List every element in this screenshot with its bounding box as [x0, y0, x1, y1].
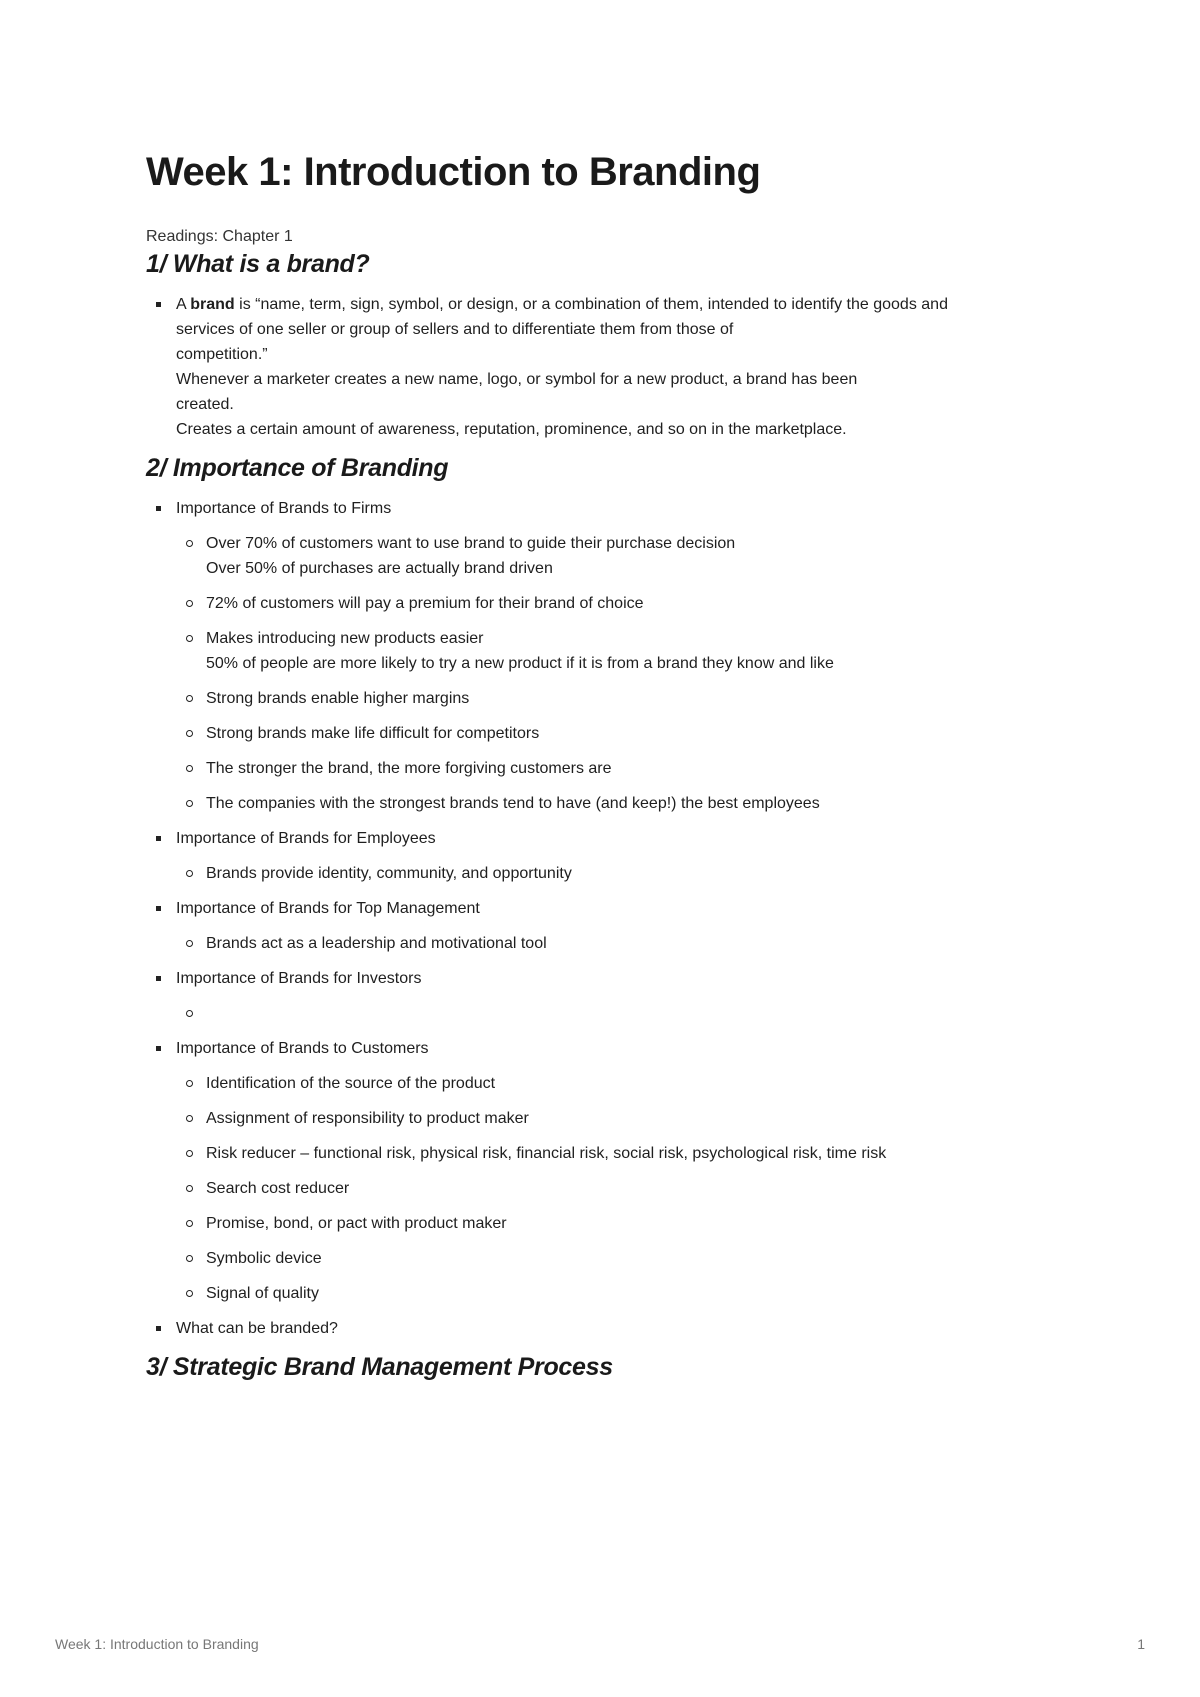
sublist-item-line: Makes introducing new products easier — [206, 630, 484, 647]
list-item-investors — [146, 966, 1076, 1026]
definition-line-3: competition.” — [176, 346, 268, 363]
page-content — [146, 148, 1076, 1383]
list-item-employees — [146, 826, 1076, 886]
sublist-item-line: 72% of customers will pay a premium for their brand of choice — [206, 595, 644, 612]
sublist-item: Brands provide identity, community, and opportunity — [176, 861, 1076, 886]
list-item-brand-definition — [146, 292, 1076, 442]
definition-line-2: services of one seller or group of sellers and to differentiate them from those of — [176, 321, 734, 338]
sublist-item-line: Over 70% of customers want to use brand to guide their purchase decision — [206, 535, 736, 552]
sublist-item — [176, 626, 1076, 676]
definition-text: is “name, term, sign, symbol, or design, or a combination of them, intended to identify the goods and — [234, 296, 948, 313]
sublist-item-line: The companies with the strongest brands tend to have (and keep!) the best employees — [206, 795, 820, 812]
management-sublist — [176, 931, 1076, 956]
sublist-item-line: Strong brands enable higher margins — [206, 690, 470, 707]
definition-line-6: Creates a certain amount of awareness, reputation, prominence, and so on in the marketplace. — [176, 421, 847, 438]
brand-definition-list — [146, 292, 1076, 442]
sublist-item: Symbolic device — [176, 1246, 1076, 1271]
sublist-item — [176, 591, 1076, 616]
sublist-item: Brands act as a leadership and motivational tool — [176, 931, 1076, 956]
sublist-item — [176, 686, 1076, 711]
sublist-item — [176, 756, 1076, 781]
sublist-item: Promise, bond, or pact with product maker — [176, 1211, 1076, 1236]
definition-prefix: A — [176, 296, 191, 313]
sublist-item: Signal of quality — [176, 1281, 1076, 1306]
sublist-item-line: The stronger the brand, the more forgiving customers are — [206, 760, 612, 777]
footer-page-number: 1 — [1137, 1636, 1145, 1652]
list-item-management — [146, 896, 1076, 956]
list-item-what-can-be-branded — [146, 1316, 1076, 1341]
sublist-item: Search cost reducer — [176, 1176, 1076, 1201]
definition-line-1 — [176, 292, 1076, 317]
sublist-item — [176, 531, 1076, 581]
firms-sublist — [176, 531, 1076, 816]
list-item-label: Importance of Brands to Customers — [176, 1040, 429, 1057]
list-item-firms — [146, 496, 1076, 816]
list-item-label: Importance of Brands to Firms — [176, 500, 392, 517]
sublist-item-line: 50% of people are more likely to try a new product if it is from a brand they know and like — [206, 655, 834, 672]
importance-list — [146, 496, 1076, 1341]
list-item-label: Importance of Brands for Top Management — [176, 900, 480, 917]
section-heading-strategic-brand-management: 3/ Strategic Brand Management Process — [146, 1353, 613, 1381]
sublist-item: Risk reducer – functional risk, physical risk, financial risk, social risk, psychological risk, time risk — [176, 1141, 1076, 1166]
definition-line-5: created. — [176, 396, 234, 413]
definition-term: brand — [190, 296, 235, 313]
sublist-item — [176, 791, 1076, 816]
definition-line-4: Whenever a marketer creates a new name, logo, or symbol for a new product, a brand has been — [176, 371, 858, 388]
customers-sublist — [176, 1071, 1076, 1306]
employees-sublist — [176, 861, 1076, 886]
footer-title: Week 1: Introduction to Branding — [55, 1636, 259, 1652]
list-item-customers — [146, 1036, 1076, 1306]
section-heading-importance-of-branding: 2/ Importance of Branding — [146, 454, 449, 482]
sublist-item: Assignment of responsibility to product maker — [176, 1106, 1076, 1131]
sublist-item-empty — [176, 1001, 1076, 1026]
readings-note: Readings: Chapter 1 — [146, 228, 293, 245]
list-item-label: Importance of Brands for Investors — [176, 970, 422, 987]
section-heading-what-is-a-brand: 1/ What is a brand? — [146, 250, 370, 278]
list-item-label: Importance of Brands for Employees — [176, 830, 436, 847]
sublist-item-line: Over 50% of purchases are actually brand driven — [206, 560, 553, 577]
investors-sublist — [176, 1001, 1076, 1026]
sublist-item — [176, 721, 1076, 746]
list-item-label: What can be branded? — [176, 1320, 338, 1337]
sublist-item: Identification of the source of the product — [176, 1071, 1076, 1096]
sublist-item-line: Strong brands make life difficult for competitors — [206, 725, 540, 742]
page-title: Week 1: Introduction to Branding — [146, 150, 761, 194]
